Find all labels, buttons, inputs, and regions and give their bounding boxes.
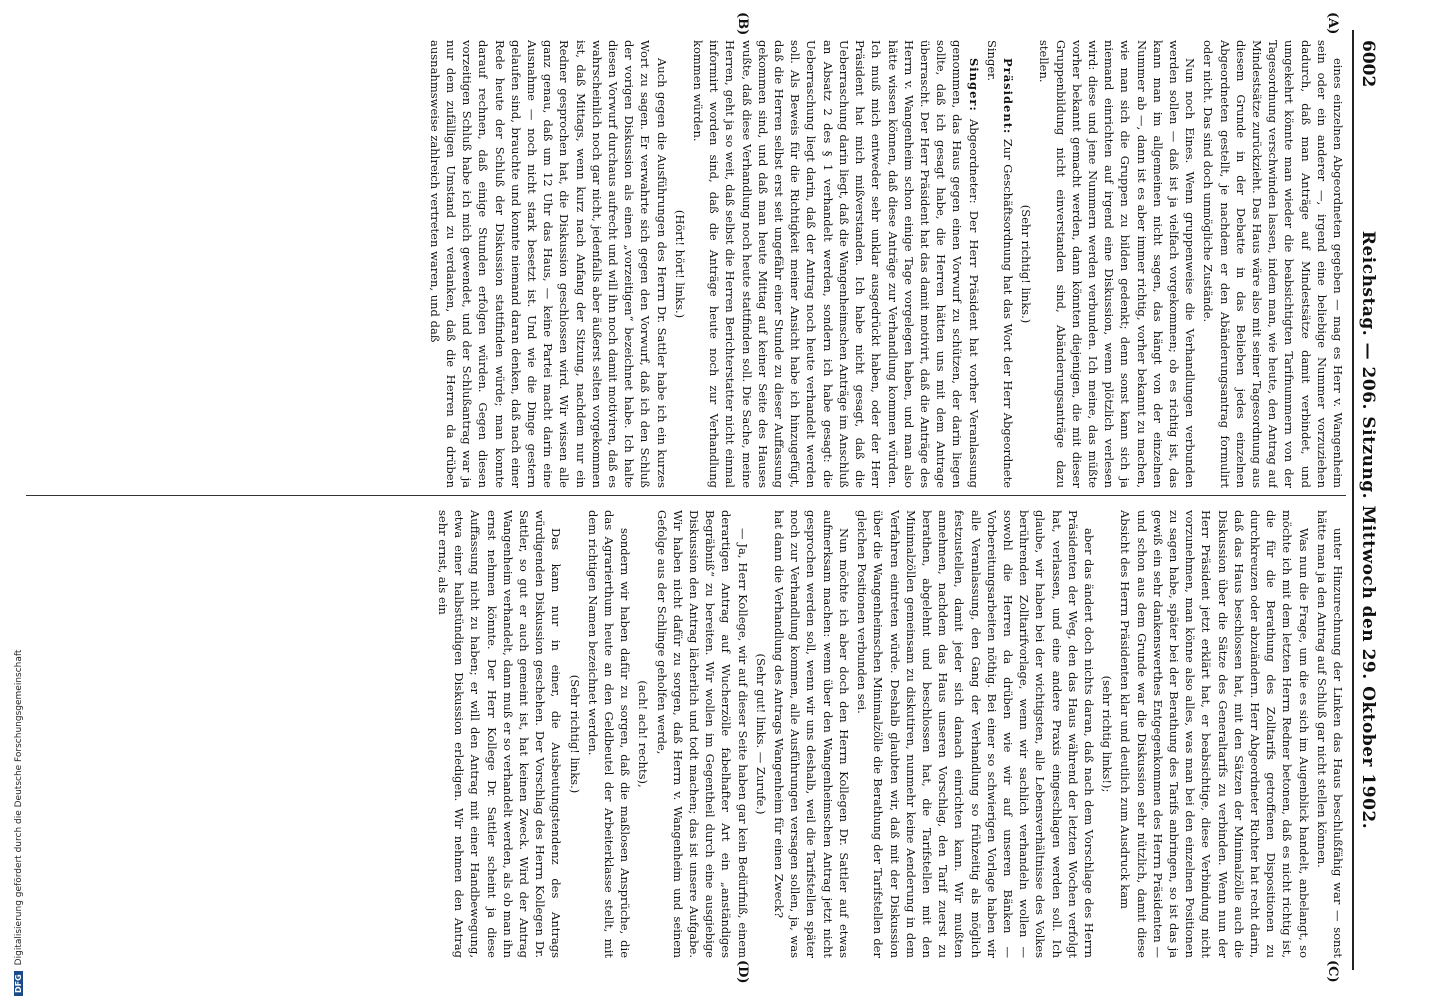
- interjection: (Hört! hört! links.): [672, 209, 687, 319]
- paragraph: eines einzelnen Abgeordneten gegeben — mag es Herr v. Wangenheim sein oder ein anderer —, irgend eine beliebige Nummer vorzuziehen dadurch, daß man Anträge auf Mindestsätze damit verbindet, und umgekehrt könnte man wieder die beabsichtigten Tarifnummern von der Tagesordnung verschwinden lassen, indem man, wie heute, den Antrag auf Mindestsätze zurückzieht. Das Haus wäre also mit seiner Tagesordnung aus diesem Grunde in der Debatte in das Belieben jedes einzelnen Abgeordneten gestellt, je nachdem er den Abänderungsantrag formulirt oder nicht. Das sind doch unmögliche Zustände.: [1201, 40, 1345, 488]
- paragraph: aber das ändert doch nichts daran, daß nach dem Vorschlage des Herrn Präsidenten der Weg, den das Haus während der letzten Wochen verfolgt hat, verlassen, und eine andere Praxis eingeschlagen werden soll. Ich glaube, wir haben bei der wichtigsten, alle Lebensverhältnisse des Volkes berührenden Zolltarifvorlage, wenn wir sachlich verhandeln wollen — sowohl die Herren da drüben wie wir auf unseren Bänken — Vorbereitungsarbeiten nöthig. Bei einer so schwierigen Vorlage haben wir alle Veranlassung, den Gang der Verhandlung so frühzeitig als möglich festzustellen, damit jeder sich danach einrichten kann. Wir mußten annehmen, nachdem das Haus unseren Vorschlag, den Tarif zuerst zu berathen, abgelehnt und beschlossen hat, die Tarifstellen mit den Minimalzöllen gemeinsam zu diskutiren, nunmehr keine Aenderung in dem Verfahren eintreten würde. Deshalb glaubten wir, daß mit der Diskussion über die Wangenheimschen Minimalzölle die Berathung der Tarifstellen der gleichen Positionen verbunden sei.: [855, 510, 1096, 958]
- speaker-name: Singer:: [966, 58, 981, 112]
- paragraph: Das kann nur in einer, die Ausbeutungstendenz des Antrags würdigenden Diskussion geschehen. Der Vorschlag des Herrn Kollegen Dr. Sattler, so gut er auch gemeint ist, hat keinen Zweck. Wird der Antrag Wangenheim verhandelt, dann muß er so verhandelt werden, als ob man ihn ernst nehmen könnte. Der Herr Kollege Dr. Sattler scheint ja diese Auffassung nicht zu haben; er will den Antrag mit einer Handbewegung, etwa einer halbstündigen Diskussion erledigen. Wir nehmen den Antrag sehr ernst, als ein: [436, 510, 564, 958]
- right-column: [26, 510, 1346, 958]
- page-number: 6002: [1358, 40, 1378, 88]
- paragraph: sondern wir haben dafür zu sorgen, daß die maßlosen Ansprüche, die das Agrarierthum heute an den Geldbeutel der Arbeiterklasse stellt, mit dem richtigen Namen bezeichnet werden.: [585, 510, 633, 958]
- paragraph: unter Hinzurechnung der Linken das Haus beschlußfähig war — sonst hätte man ja den Antrag auf Schluß gar nicht stellen können.: [1314, 510, 1345, 958]
- footer-credit: [14, 650, 24, 996]
- running-title: Reichstag. — 206. Sitzung. Mittwoch den 29. Oktober 1902.: [1358, 230, 1378, 830]
- interjection: (sehr richtig links!);: [1100, 675, 1115, 793]
- paragraph: Auch gegen die Ausführungen des Herrn Dr. Sattler habe ich ein kurzes Wort zu sagen. Er verwahrte sich gegen den Vorwurf, daß ich den Schluß der vorigen Diskussion als einen „vorzeitigen“ bezeichnet habe. Ich halte diesen Vorwurf durchaus aufrecht und will ihn noch damit motiviren, daß es wahrscheinlich noch gar nicht, jedenfalls aber äußerst selten vorgekommen ist, daß Mittags, wenn kurz nach Anfang der Sitzung, nachdem nur ein Redner gesprochen hat, die Diskussion geschlossen wird. Wir wissen alle ganz genau, daß um 12 Uhr das Haus, — keine Partei macht darin eine Ausnahme — noch nicht stark besetzt ist. Und wie die Dinge gestern gelaufen sind, brauchte und konnte niemand daran denken, daß nach einer Rede heute der Schluß der Diskussion stattfinden würde; man konnte darauf rechnen, daß einige Stunden erfolgen würden. Gegen diesen vorzeitigen Schluß habe ich mich gewendet, und der Schlußantrag war ja nur dem zufälligen Umstand zu verdanken, daß die Herren da drüben ausnahmsweise zahlreich vertreten waren, und daß: [427, 40, 669, 488]
- paragraph: Was nun die Frage, um die es sich im Augenblick handelt, anbelangt, so möchte ich mit dem letzten Herrn Redner betonen, daß es nicht richtig ist, die für die Berathung des Zolltarifs getroffenen Dispositionen zu durchkreuzen oder abzuändern. Herr Abgeordneter Richter hat recht darin, daß das Haus beschlossen hat, mit den Sätzen der Minimalzölle auch die Diskussion über die Sätze des Generaltarifs zu verbinden. Wenn nun der Herr Präsident jetzt erklärt hat, er beabsichtige, diese Verbindung nicht vorzunehmen, man könne also alles, was man bei den einzelnen Positionen zu sagen habe, später bei der Berathung des Tarifs anbringen, so ist das ja gewiß ein sehr dankenswerthes Entgegenkommen des Herrn Präsidenten — und schon aus dem Grunde war die Diskussion sehr nützlich, damit diese Absicht des Herrn Präsidenten klar und deutlich zum Ausdruck kam: [1118, 510, 1311, 958]
- paragraph: — Ja, Herr Kollege, wir auf dieser Seite haben gar kein Bedürfniß, einem derartigen Antrag auf Wucherzölle fabelhafter Art ein „anständiges Begräbniß“ zu bereiten. Wir wollen im Gegentheil durch eine ausgiebige Diskussion den Antrag lächerlich und todt machen; das ist unsere Aufgabe. Wir haben nicht dafür zu sorgen, daß Herrn v. Wangenheim und seinem Gefolge aus der Schlinge geholfen werde,: [654, 510, 750, 958]
- header-rule: [1352, 30, 1354, 970]
- paragraph-text: Abgeordneter: Der Herr Präsident hat vorher Veranlassung genommen, das Haus gegen einen Vorwurf zu schützen, der darin liegen sollte, daß ich gesagt habe, die Herren hätten uns mit dem Antrage überrascht. Der Herr Präsident hat das damit motivirt, daß die Anträge des Herrn v. Wangenheim schon einige Tage vorgelegen haben, und man also hätte wissen können, daß diese Anträge zur Verhandlung kommen würden. Ich muß mich entweder sehr unklar ausgedrückt haben, oder der Herr Präsident hat mich mißverstanden. Ich habe nicht gesagt, daß die Ueberraschung darin liegt, daß die Wangenheimschen Anträge im Anschluß an Absatz 2 des § 1 verhandelt werden, sondern ich habe gesagt: die Ueberraschung liegt darin, daß der Antrag noch heute verhandelt werden soll. Als Beweis für die Richtigkeit meiner Ansicht habe ich hinzugefügt, daß die Herren selbst erst seit ungefähr einer Stunde zu dieser Auffassung gekommen sind, und daß man heute Mittag auf keiner Seite des Hauses wußte, daß diese Verhandlung noch heute stattfinden soll. Die Sache, meine Herren, geht ja so weit, daß selbst die Herren Berichterstatter nicht einmal informirt worden sind, daß die Anträge heute noch zur Verhandlung kommen würden.: [691, 40, 981, 488]
- footer-strip: [0, 0, 24, 1000]
- dfg-logo: DFG: [14, 971, 23, 996]
- interjection: (Sehr richtig! links.): [567, 674, 582, 794]
- footer-text: Digitalisierung gefördert durch die Deutsche Forschungsgemeinschaft: [14, 649, 24, 966]
- speech: [984, 40, 1016, 488]
- speech: [690, 40, 982, 488]
- page-header: [1352, 30, 1382, 970]
- margin-marker-b: (B): [735, 12, 750, 36]
- paragraph-text: Zur Geschäftsordnung hat das Wort der Herr Abgeordnete Singer.: [984, 40, 1015, 488]
- margin-marker-c: (C): [1325, 960, 1340, 983]
- interjection: (ach! ach! rechts),: [636, 680, 651, 788]
- interjection: (Sehr gut! links. — Zurufe.): [753, 653, 768, 815]
- left-column: [26, 40, 1346, 488]
- margin-marker-a: (A): [1325, 12, 1340, 35]
- paragraph: Nun möchte ich aber doch den Herrn Kollegen Dr. Sattler auf etwas aufmerksam machen: wenn über den Wangenheimschen Antrag jetzt nicht gesprochen werden soll, wenn wir uns deshalb, weil die Tarifstellen später noch zur Verhandlung kommen, alle Ausführungen versagen sollen, ja, was hat dann die Verhandlung des Antrags Wangenheim für einen Zweck?: [772, 510, 851, 958]
- margin-marker-d: (D): [735, 960, 750, 984]
- paragraph: Nun noch Eines. Wenn gruppenweise die Verhandlungen verbunden werden sollen — daß ist ja vielfach vorgekommen; ob es richtig ist, das kann man im allgemeinen nicht sagen, das hängt von der einzelnen Nummer ab —, dann ist es aber immer richtig, vorher bekannt zu machen, wie man sich die Gruppen zu bilden gedenkt; denn sonst kann sich ja niemand einrichten auf irgend eine Diskussion, wenn plötzlich verlesen wird: diese und jene Nummern werden verbunden. Ich meine, das müßte vorher bekannt gemacht werden, dann könnten diejenigen, die mit dieser Gruppenbildung nicht einverstanden sind, Abänderungsanträge dazu stellen.: [1037, 40, 1198, 488]
- column-divider: [26, 495, 1346, 496]
- speaker-name: Präsident:: [1000, 58, 1015, 135]
- interjection: (Sehr richtig! links.): [1019, 204, 1034, 324]
